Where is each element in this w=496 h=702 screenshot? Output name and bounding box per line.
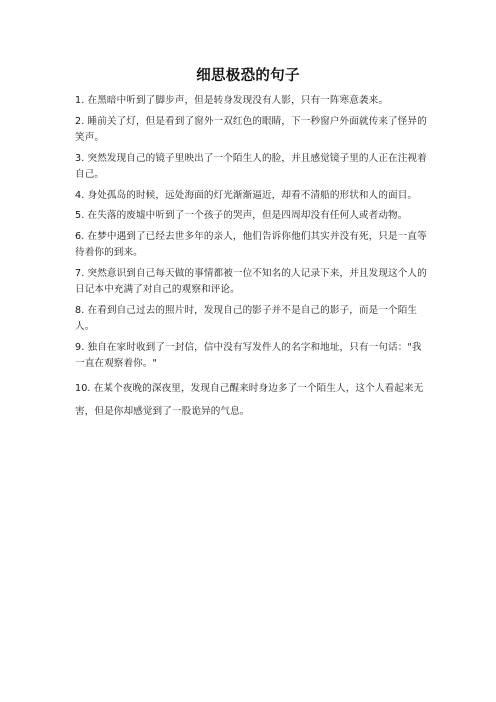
sentence-list: [75, 93, 427, 427]
list-item: 8. 在看到自己过去的照片时，发现自己的影子并不是自己的影子，而是一个陌生人。: [75, 304, 418, 332]
list-item: 1. 在黑暗中听到了脚步声，但是转身发现没有人影，只有一阵寒意袭来。: [75, 95, 389, 106]
list-item: 6. 在梦中遇到了已经去世多年的亲人，他们告诉你他们其实并没有死，只是一直等待着你的到来。: [75, 230, 427, 258]
list-item: 2. 睡前关了灯，但是看到了窗外一双红色的眼睛，下一秒窗户外面就传来了怪异的笑声。: [75, 115, 427, 143]
list-item: 4. 身处孤岛的时候，远处海面的灯光渐渐逼近，却看不清船的形状和人的面目。: [75, 189, 418, 201]
list-item: 10. 在某个夜晚的深夜里，发现自己醒来时身边多了一个陌生人，这个人看起来无害，但是你却感觉到了一股诡异的气息。: [75, 382, 424, 417]
list-item: 5. 在失落的废墟中听到了一个孩子的哭声，但是四周却没有任何人或者动物。: [75, 210, 408, 221]
list-item: 7. 突然意识到自己每天做的事情都被一位不知名的人记录下来，并且发现这个人的日记本中充满了对自己的观察和评论。: [75, 267, 427, 295]
list-item: 3. 突然发现自己的镜子里映出了一个陌生人的脸，并且感觉镜子里的人正在注视着自己。: [75, 152, 427, 180]
list-item: 9. 独自在家时收到了一封信，信中没有写发件人的名字和地址，只有一句话："我一直在观察着你。": [75, 341, 422, 369]
page-title: 细思极恐的句子: [196, 68, 300, 84]
